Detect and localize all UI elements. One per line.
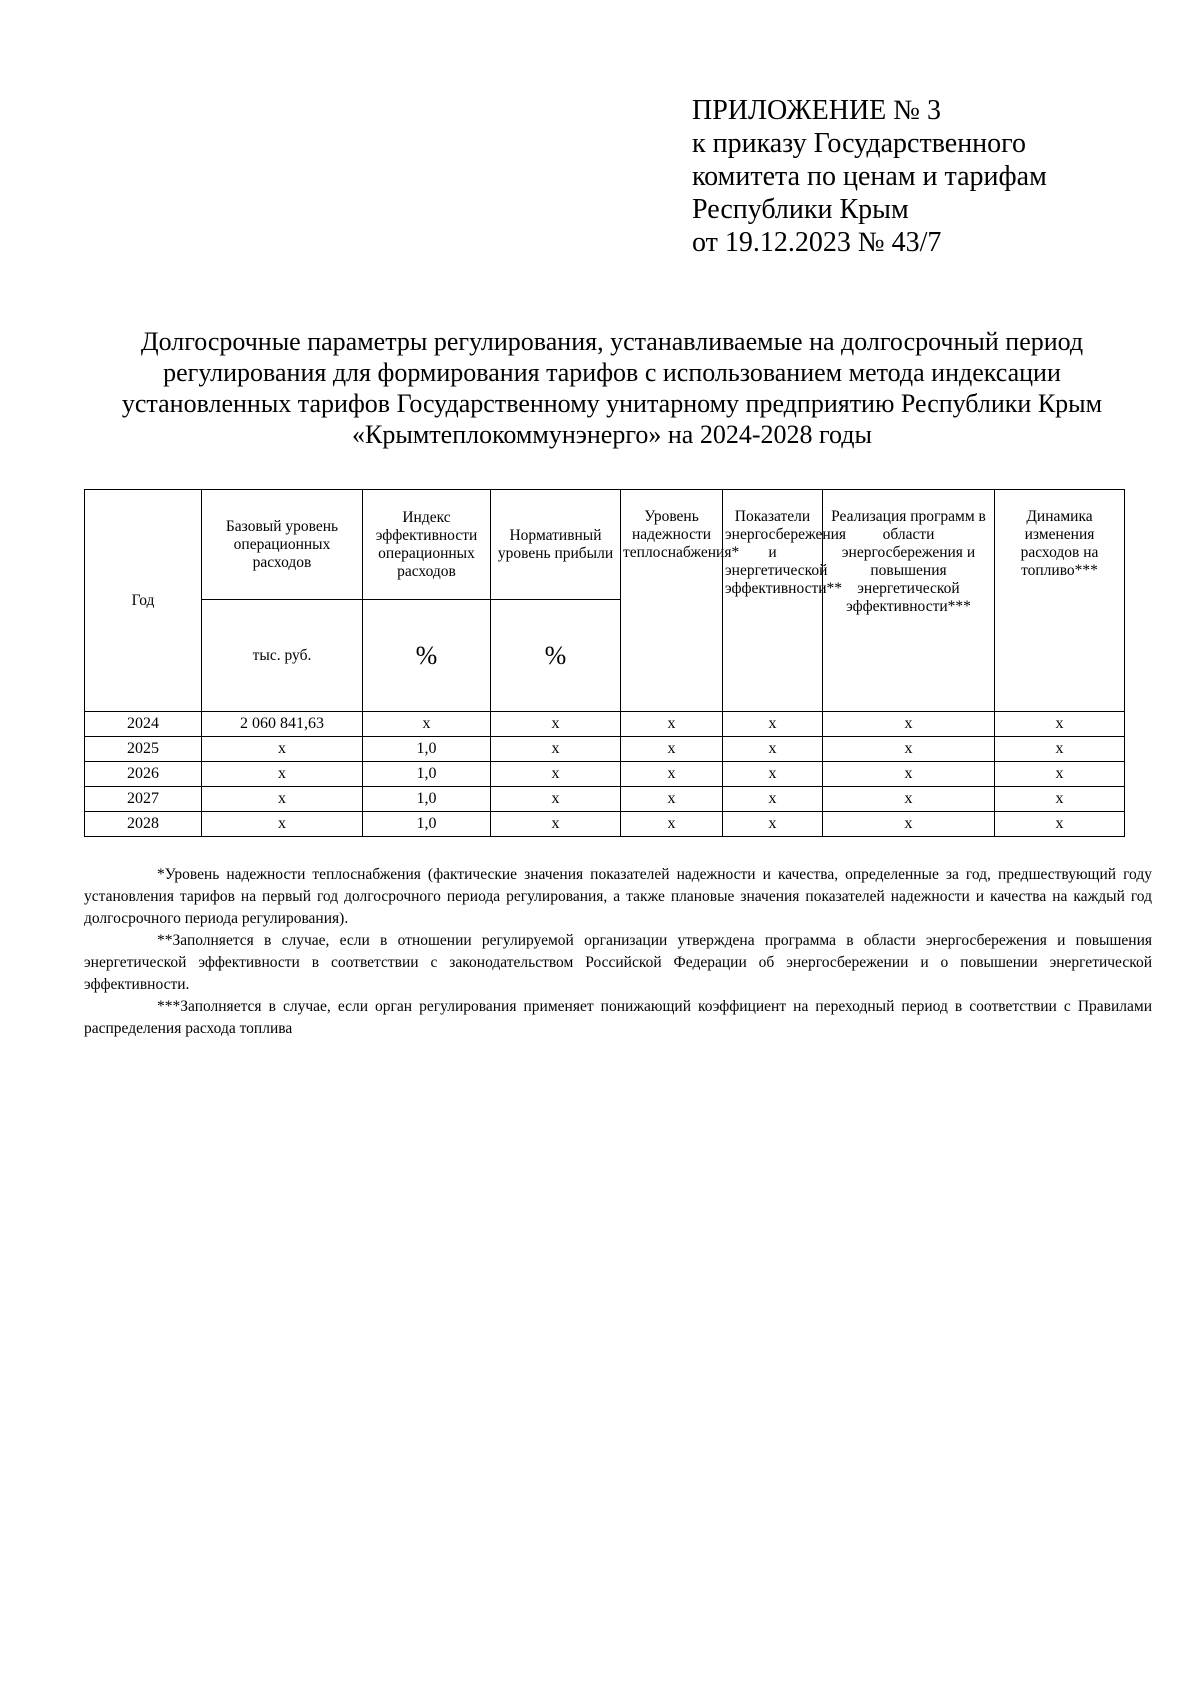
cell-base-opex: x [202,762,363,787]
cell-base-opex: x [202,737,363,762]
cell-reliability: x [621,812,723,837]
table-header-row [85,490,1125,600]
cell-normative-profit: x [491,787,621,812]
cell-base-opex: x [202,812,363,837]
cell-reliability: x [621,762,723,787]
cell-energy-saving: x [723,787,823,812]
cell-programs: x [823,787,995,812]
cell-fuel-dynamics: x [995,712,1125,737]
appendix-line: от 19.12.2023 № 43/7 [692,227,942,258]
cell-energy-saving: x [723,812,823,837]
cell-energy-saving: x [723,762,823,787]
header-reliability: Уровень надежности теплоснабжения* [621,490,723,712]
unit-efficiency-index: % [363,600,491,712]
header-fuel-dynamics: Динамика изменения расходов на топливо*** [995,490,1125,712]
cell-normative-profit: x [491,712,621,737]
cell-year: 2024 [85,712,202,737]
header-year: Год [85,490,202,712]
document-title: Долгосрочные параметры регулирования, устанавливаемые на долгосрочный период регулирования для формирования тарифов с использованием метода индексации установленных тарифов Государственному унитарному предприятию Республики Крым «Крымтеплокоммунэнерго» на 2024-2028 годы [121,327,1103,449]
appendix-header [692,94,1047,259]
unit-base-opex: тыс. руб. [202,600,363,712]
cell-normative-profit: x [491,762,621,787]
cell-reliability: x [621,737,723,762]
header-programs: Реализация программ в области энергосбережения и повышения энергетической эффективности*** [823,490,995,712]
cell-efficiency-index: 1,0 [363,787,491,812]
cell-fuel-dynamics: x [995,762,1125,787]
appendix-line: ПРИЛОЖЕНИЕ № 3 [692,95,941,126]
appendix-line: к приказу Государственного [692,128,1026,159]
footnote-energy-saving: **Заполняется в случае, если в отношении регулируемой организации утверждена программа в области энергосбережения и повышения энергетической эффективности в соответствии с законодательством Российской Федерации об энергосбережении и о повышении энергетической эффективности. [84,932,1152,993]
cell-efficiency-index: 1,0 [363,812,491,837]
footnote-reliability: *Уровень надежности теплоснабжения (фактические значения показателей надежности и качества, определенные за год, предшествующий году установления тарифов на первый год долгосрочного периода регулирования, а также плановые значения показателей надежности и качества на каждый год долгосрочного периода регулирования). [84,866,1152,927]
cell-year: 2028 [85,812,202,837]
footnote-fuel: ***Заполняется в случае, если орган регулирования применяет понижающий коэффициент на переходный период в соответствии с Правилами распределения расхода топлива [84,998,1152,1037]
header-base-opex: Базовый уровень операционных расходов [202,490,363,600]
cell-year: 2027 [85,787,202,812]
cell-fuel-dynamics: x [995,737,1125,762]
cell-programs: x [823,762,995,787]
cell-reliability: x [621,787,723,812]
unit-normative-profit: % [491,600,621,712]
table-row [85,787,1125,812]
table-row [85,762,1125,787]
footnotes [84,864,1152,1040]
cell-efficiency-index: x [363,712,491,737]
cell-normative-profit: x [491,737,621,762]
cell-year: 2026 [85,762,202,787]
cell-energy-saving: x [723,737,823,762]
cell-efficiency-index: 1,0 [363,737,491,762]
appendix-line: Республики Крым [692,194,909,225]
cell-programs: x [823,712,995,737]
table-row [85,712,1125,737]
cell-normative-profit: x [491,812,621,837]
cell-efficiency-index: 1,0 [363,762,491,787]
header-energy-saving: Показатели энергосбережения и энергетической эффективности** [723,490,823,712]
table-row [85,812,1125,837]
header-normative-profit: Нормативный уровень прибыли [491,490,621,600]
cell-programs: x [823,737,995,762]
cell-base-opex: 2 060 841,63 [202,712,363,737]
cell-reliability: x [621,712,723,737]
cell-programs: x [823,812,995,837]
cell-fuel-dynamics: x [995,787,1125,812]
regulation-parameters-table [84,489,1125,837]
cell-energy-saving: x [723,712,823,737]
table-row [85,737,1125,762]
cell-base-opex: x [202,787,363,812]
cell-fuel-dynamics: x [995,812,1125,837]
appendix-line: комитета по ценам и тарифам [692,161,1047,192]
cell-year: 2025 [85,737,202,762]
header-efficiency-index: Индекс эффективности операционных расходов [363,490,491,600]
